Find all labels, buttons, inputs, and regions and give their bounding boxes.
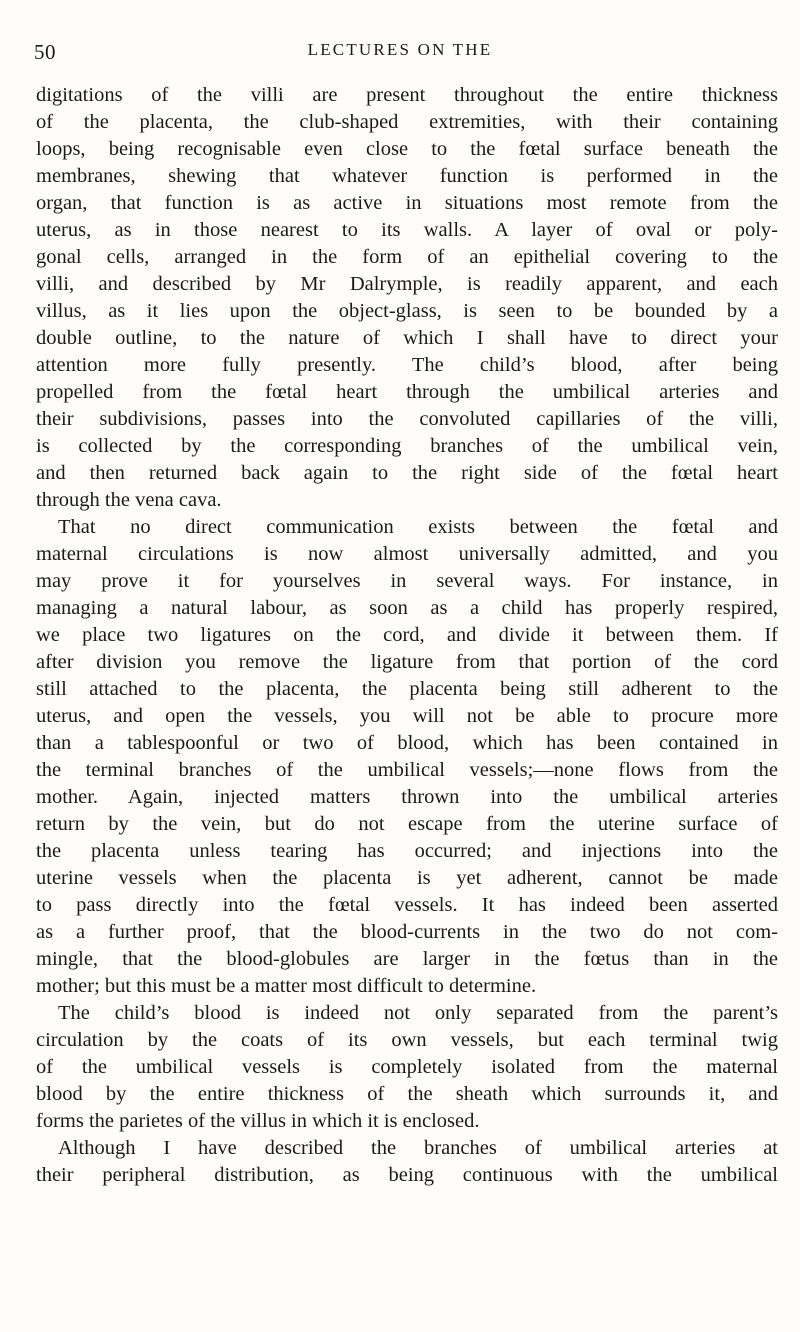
- text-line: return by the vein, but do not escape from the uterine surface of: [36, 813, 778, 835]
- text-line: as a further proof, that the blood-currents in the two do not com-: [36, 921, 778, 943]
- text-line: gonal cells, arranged in the form of an epithelial covering to the: [36, 246, 778, 268]
- text-line: mother. Again, injected matters thrown into the umbilical arteries: [36, 786, 778, 808]
- text-line: membranes, shewing that whatever function is performed in the: [36, 165, 778, 187]
- page-number: 50: [34, 40, 56, 64]
- text-line: Although I have described the branches of umbilical arteries at: [58, 1137, 778, 1159]
- text-line: circulation by the coats of its own vessels, but each terminal twig: [36, 1029, 778, 1051]
- text-line: organ, that function is as active in situations most remote from the: [36, 192, 778, 214]
- text-line: blood by the entire thickness of the sheath which surrounds it, and: [36, 1083, 778, 1105]
- text-line: of the placenta, the club-shaped extremities, with their containing: [36, 111, 778, 133]
- text-line: villi, and described by Mr Dalrymple, is readily apparent, and each: [36, 273, 778, 295]
- text-line: than a tablespoonful or two of blood, which has been contained in: [36, 732, 778, 754]
- text-line: their peripheral distribution, as being continuous with the umbilical: [36, 1164, 778, 1186]
- text-line: mother; but this must be a matter most difficult to determine.: [36, 975, 537, 997]
- text-line: uterus, and open the vessels, you will not be able to procure more: [36, 705, 778, 727]
- running-title: LECTURES ON THE: [307, 40, 493, 59]
- text-line: forms the parietes of the villus in which it is enclosed.: [36, 1110, 480, 1132]
- body-text: [36, 82, 778, 1189]
- text-line: double outline, to the nature of which I shall have to direct your: [36, 327, 778, 349]
- text-line: loops, being recognisable even close to the fœtal surface beneath the: [36, 138, 778, 160]
- text-line: still attached to the placenta, the placenta being still adherent to the: [36, 678, 778, 700]
- text-line: we place two ligatures on the cord, and divide it between them. If: [36, 624, 778, 646]
- text-line: is collected by the corresponding branches of the umbilical vein,: [36, 435, 778, 457]
- text-line: after division you remove the ligature from that portion of the cord: [36, 651, 778, 673]
- text-line: and then returned back again to the right side of the fœtal heart: [36, 462, 778, 484]
- running-head: [0, 40, 800, 70]
- text-line: mingle, that the blood-globules are larger in the fœtus than in the: [36, 948, 778, 970]
- text-line: That no direct communication exists between the fœtal and: [58, 516, 778, 538]
- text-line: propelled from the fœtal heart through the umbilical arteries and: [36, 381, 778, 403]
- text-line: attention more fully presently. The child’s blood, after being: [36, 354, 778, 376]
- text-line: through the vena cava.: [36, 489, 222, 511]
- text-line: to pass directly into the fœtal vessels. It has indeed been asserted: [36, 894, 778, 916]
- text-line: maternal circulations is now almost universally admitted, and you: [36, 543, 778, 565]
- text-line: The child’s blood is indeed not only separated from the parent’s: [58, 1002, 778, 1024]
- text-line: managing a natural labour, as soon as a child has properly respired,: [36, 597, 778, 619]
- text-line: uterine vessels when the placenta is yet adherent, cannot be made: [36, 867, 778, 889]
- text-line: villus, as it lies upon the object-glass, is seen to be bounded by a: [36, 300, 778, 322]
- text-line: uterus, as in those nearest to its walls. A layer of oval or poly-: [36, 219, 778, 241]
- text-line: the terminal branches of the umbilical vessels;—none flows from the: [36, 759, 778, 781]
- text-line: the placenta unless tearing has occurred; and injections into the: [36, 840, 778, 862]
- text-line: their subdivisions, passes into the convoluted capillaries of the villi,: [36, 408, 778, 430]
- text-line: of the umbilical vessels is completely isolated from the maternal: [36, 1056, 778, 1078]
- text-line: digitations of the villi are present throughout the entire thickness: [36, 84, 778, 106]
- text-line: may prove it for yourselves in several ways. For instance, in: [36, 570, 778, 592]
